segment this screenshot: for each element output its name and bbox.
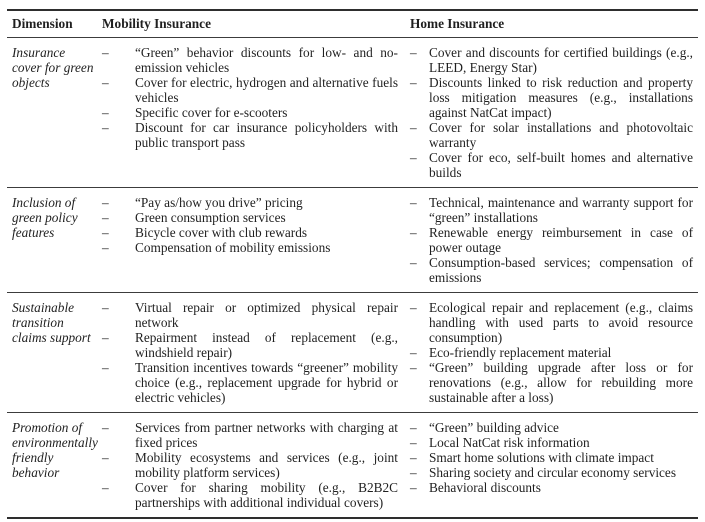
list-item bbox=[410, 450, 693, 465]
list-item-text: Discount for car insurance policyholders with public transport pass bbox=[135, 120, 398, 150]
table-row bbox=[7, 413, 698, 517]
list-item-text: Sharing society and circular economy services bbox=[429, 465, 677, 480]
column-header-mobility-insurance: Mobility Insurance bbox=[102, 16, 211, 31]
dash-bullet: – bbox=[102, 105, 109, 120]
list-item-text: Green consumption services bbox=[135, 210, 286, 225]
list-item bbox=[102, 330, 398, 360]
list-item-text: Eco-friendly replacement material bbox=[429, 345, 612, 360]
table-row bbox=[7, 293, 698, 413]
mobility-insurance-cell bbox=[102, 413, 404, 517]
list-item bbox=[102, 225, 398, 240]
list-item-text: Smart home solutions with climate impact bbox=[429, 450, 654, 465]
list-item-text: Virtual repair or optimized physical repair network bbox=[135, 300, 398, 330]
list-item bbox=[410, 480, 693, 495]
list-item-text: Cover and discounts for certified buildings (e.g., LEED, Energy Star) bbox=[429, 45, 693, 75]
list-item-text: “Green” building upgrade after loss or for renovations (e.g., allow for rebuilding more sustainable after a loss) bbox=[429, 360, 693, 405]
dimension-cell bbox=[7, 413, 102, 517]
dash-bullet: – bbox=[410, 480, 417, 495]
dash-bullet: – bbox=[410, 435, 417, 450]
mobility-insurance-cell bbox=[102, 293, 404, 412]
list-item bbox=[102, 300, 398, 330]
dash-bullet: – bbox=[102, 450, 109, 465]
dash-bullet: – bbox=[102, 300, 109, 315]
dimension-cell bbox=[7, 38, 102, 187]
dash-bullet: – bbox=[102, 120, 109, 135]
list-item bbox=[102, 450, 398, 480]
table-row bbox=[7, 188, 698, 293]
column-header-home-insurance: Home Insurance bbox=[410, 16, 505, 31]
list-item bbox=[102, 240, 398, 255]
dash-bullet: – bbox=[410, 120, 417, 135]
dash-bullet: – bbox=[102, 195, 109, 210]
list-item-text: Transition incentives towards “greener” mobility choice (e.g., replacement upgrade for hybrid or electric vehicles) bbox=[135, 360, 398, 405]
dash-bullet: – bbox=[410, 75, 417, 90]
green-insurance-table bbox=[7, 9, 698, 519]
table-row bbox=[7, 38, 698, 188]
list-item bbox=[102, 360, 398, 405]
dash-bullet: – bbox=[102, 420, 109, 435]
list-item-text: Cover for eco, self-built homes and alternative builds bbox=[429, 150, 693, 180]
dash-bullet: – bbox=[410, 225, 417, 240]
list-item bbox=[410, 120, 693, 150]
dash-bullet: – bbox=[102, 225, 109, 240]
list-item-text: Consumption-based services; compensation of emissions bbox=[429, 255, 693, 285]
list-item bbox=[410, 345, 693, 360]
list-item bbox=[410, 150, 693, 180]
list-item-text: Bicycle cover with club rewards bbox=[135, 225, 308, 240]
list-item-text: Cover for sharing mobility (e.g., B2B2C partnerships with additional individual covers) bbox=[135, 480, 398, 510]
dash-bullet: – bbox=[410, 345, 417, 360]
list-item bbox=[410, 225, 693, 255]
list-item-text: “Green” building advice bbox=[429, 420, 559, 435]
dash-bullet: – bbox=[102, 330, 109, 345]
list-item-text: Technical, maintenance and warranty support for “green” installations bbox=[429, 195, 693, 225]
list-item bbox=[102, 210, 398, 225]
list-item-text: Renewable energy reimbursement in case of power outage bbox=[429, 225, 693, 255]
home-insurance-cell bbox=[404, 38, 698, 187]
list-item-text: Behavioral discounts bbox=[429, 480, 541, 495]
dash-bullet: – bbox=[102, 210, 109, 225]
dash-bullet: – bbox=[410, 150, 417, 165]
list-item bbox=[102, 480, 398, 510]
dimension-label: Inclusion of green policy features bbox=[12, 195, 78, 240]
dash-bullet: – bbox=[410, 360, 417, 375]
dash-bullet: – bbox=[410, 45, 417, 60]
mobility-insurance-cell bbox=[102, 38, 404, 187]
list-item bbox=[410, 300, 693, 345]
list-item bbox=[410, 195, 693, 225]
list-item bbox=[102, 45, 398, 75]
dash-bullet: – bbox=[410, 255, 417, 270]
list-item-text: Local NatCat risk information bbox=[429, 435, 590, 450]
home-insurance-cell bbox=[404, 293, 698, 412]
dimension-cell bbox=[7, 188, 102, 292]
dash-bullet: – bbox=[102, 240, 109, 255]
list-item-text: “Pay as/how you drive” pricing bbox=[135, 195, 303, 210]
list-item bbox=[410, 435, 693, 450]
dash-bullet: – bbox=[410, 465, 417, 480]
dimension-label: Sustainable transition claims support bbox=[12, 300, 91, 345]
dimension-label: Promotion of environmentally friendly behavior bbox=[12, 420, 98, 480]
dash-bullet: – bbox=[410, 450, 417, 465]
table-header-row bbox=[7, 11, 698, 38]
list-item bbox=[410, 360, 693, 405]
list-item bbox=[102, 120, 398, 150]
list-item bbox=[102, 195, 398, 210]
list-item bbox=[102, 105, 398, 120]
list-item-text: Compensation of mobility emissions bbox=[135, 240, 331, 255]
list-item-text: Repairment instead of replacement (e.g., windshield repair) bbox=[135, 330, 398, 360]
list-item bbox=[410, 420, 693, 435]
list-item-text: Specific cover for e-scooters bbox=[135, 105, 288, 120]
home-insurance-cell bbox=[404, 188, 698, 292]
list-item-text: Cover for solar installations and photovoltaic warranty bbox=[429, 120, 693, 150]
list-item-text: Services from partner networks with charging at fixed prices bbox=[135, 420, 398, 450]
list-item-text: Discounts linked to risk reduction and property loss mitigation measures (e.g., installations against NatCat impact) bbox=[429, 75, 693, 120]
list-item-text: Cover for electric, hydrogen and alternative fuels vehicles bbox=[135, 75, 398, 105]
dash-bullet: – bbox=[102, 360, 109, 375]
dimension-cell bbox=[7, 293, 102, 412]
dash-bullet: – bbox=[102, 75, 109, 90]
dimension-label: Insurance cover for green objects bbox=[12, 45, 94, 90]
list-item-text: Mobility ecosystems and services (e.g., joint mobility platform services) bbox=[135, 450, 398, 480]
dash-bullet: – bbox=[410, 420, 417, 435]
mobility-insurance-cell bbox=[102, 188, 404, 292]
dash-bullet: – bbox=[102, 480, 109, 495]
dash-bullet: – bbox=[410, 300, 417, 315]
list-item bbox=[102, 75, 398, 105]
list-item-text: “Green” behavior discounts for low- and no-emission vehicles bbox=[135, 45, 398, 75]
list-item bbox=[410, 465, 693, 480]
dash-bullet: – bbox=[410, 195, 417, 210]
list-item bbox=[410, 255, 693, 285]
table-body bbox=[7, 38, 698, 517]
list-item-text: Ecological repair and replacement (e.g., claims handling with used parts to avoid resource consumption) bbox=[429, 300, 693, 345]
list-item bbox=[102, 420, 398, 450]
column-header-dimension: Dimension bbox=[12, 16, 73, 31]
home-insurance-cell bbox=[404, 413, 698, 517]
dash-bullet: – bbox=[102, 45, 109, 60]
list-item bbox=[410, 45, 693, 75]
list-item bbox=[410, 75, 693, 120]
